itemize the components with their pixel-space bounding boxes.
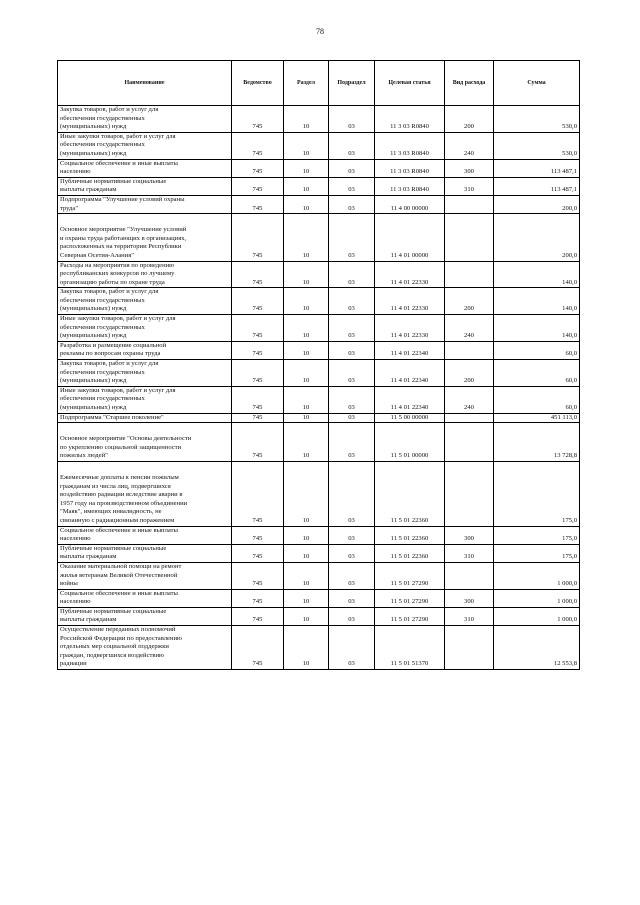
department-cell: 745 [232, 177, 284, 195]
row-name-cell [58, 562, 232, 589]
row-name-cell [58, 288, 232, 315]
department-cell: 745 [232, 386, 284, 413]
section-cell: 10 [284, 288, 329, 315]
row-name-line: Публичные нормативные социальные [60, 177, 167, 185]
expense-type-cell: 200 [445, 360, 494, 387]
subsection-cell: 03 [329, 315, 375, 342]
row-name-cell [58, 386, 232, 413]
department-cell: 745 [232, 626, 284, 670]
expense-type-cell: 310 [445, 544, 494, 562]
expense-type-cell: 300 [445, 159, 494, 177]
target-article-cell: 11 4 01 22340 [375, 341, 445, 359]
table-row [58, 132, 580, 159]
section-cell: 10 [284, 386, 329, 413]
subsection-cell: 03 [329, 562, 375, 589]
department-cell: 745 [232, 195, 284, 213]
department-cell: 745 [232, 214, 284, 261]
department-cell: 745 [232, 544, 284, 562]
subsection-cell: 03 [329, 132, 375, 159]
row-name-line: обеспечения государственных [60, 395, 145, 403]
section-cell: 10 [284, 562, 329, 589]
section-cell: 10 [284, 360, 329, 387]
department-cell: 745 [232, 288, 284, 315]
row-name-line: обеспечения государственных [60, 114, 145, 122]
amount-cell: 200,0 [494, 195, 580, 213]
expense-type-cell [445, 214, 494, 261]
row-name-line: (муниципальных) нужд [60, 404, 127, 411]
department-cell: 745 [232, 315, 284, 342]
row-name-line: Закупка товаров, работ и услуг для [60, 288, 159, 296]
target-article-cell: 11 5 01 00000 [375, 423, 445, 462]
page-number: 78 [316, 27, 324, 36]
expense-type-cell: 240 [445, 386, 494, 413]
target-article-cell: 11 4 01 22330 [375, 261, 445, 288]
row-name-cell [58, 544, 232, 562]
department-cell: 745 [232, 423, 284, 462]
row-name-line: Иные закупки товаров, работ и услуг для [60, 386, 176, 394]
amount-cell: 175,0 [494, 526, 580, 544]
subsection-cell: 03 [329, 589, 375, 607]
row-name-line: Подпрограмма "Улучшение условий охраны [60, 195, 185, 203]
row-name-line: Закупка товаров, работ и услуг для [60, 360, 159, 368]
department-cell: 745 [232, 526, 284, 544]
table-row [58, 360, 580, 387]
table-row [58, 423, 580, 462]
section-cell: 10 [284, 607, 329, 625]
section-cell: 10 [284, 341, 329, 359]
subsection-cell: 03 [329, 195, 375, 213]
department-cell: 745 [232, 589, 284, 607]
expense-type-cell [445, 423, 494, 462]
row-name-line: гражданам из числа лиц, подвергшихся [60, 482, 171, 490]
expense-type-cell [445, 562, 494, 589]
expense-type-cell: 200 [445, 106, 494, 133]
row-name-line: связанную с радиационным поражением [60, 516, 175, 524]
amount-cell: 12 553,8 [494, 626, 580, 670]
row-name-line: Основное мероприятие "Основы деятельности [60, 435, 192, 443]
amount-cell: 13 728,8 [494, 423, 580, 462]
row-name-line: войны [60, 580, 78, 588]
subsection-cell: 03 [329, 413, 375, 423]
amount-cell: 1 000,0 [494, 607, 580, 625]
department-cell: 745 [232, 360, 284, 387]
table-row [58, 288, 580, 315]
expense-type-cell [445, 461, 494, 526]
amount-cell: 140,0 [494, 315, 580, 342]
row-name-line: воздействию радиации вследствие аварии в [60, 491, 183, 499]
col-header-amount: Сумма [494, 61, 580, 106]
row-name-line: Подпрограмма "Старшее поколение" [60, 413, 164, 421]
amount-cell: 140,0 [494, 261, 580, 288]
row-name-line: обеспечения государственных [60, 141, 145, 149]
row-name-line: населению [60, 535, 91, 543]
expense-type-cell: 200 [445, 288, 494, 315]
section-cell: 10 [284, 423, 329, 462]
row-name-line: обеспечения государственных [60, 323, 145, 331]
row-name-cell [58, 526, 232, 544]
row-name-line: (муниципальных) нужд [60, 377, 127, 385]
amount-cell: 113 487,1 [494, 177, 580, 195]
amount-cell: 175,0 [494, 544, 580, 562]
row-name-line: Социальное обеспечение и иные выплаты [60, 589, 178, 597]
target-article-cell: 11 5 01 51370 [375, 626, 445, 670]
table-row [58, 195, 580, 213]
expense-type-cell: 310 [445, 177, 494, 195]
row-name-line: радиации [60, 660, 87, 668]
row-name-line: Северная Осетия-Алания" [60, 251, 134, 259]
row-name-line: Социальное обеспечение и иные выплаты [60, 159, 178, 167]
row-name-line: (муниципальных) нужд [60, 305, 127, 313]
table-row [58, 261, 580, 288]
department-cell: 745 [232, 562, 284, 589]
row-name-cell [58, 261, 232, 288]
subsection-cell: 03 [329, 159, 375, 177]
row-name-cell [58, 413, 232, 423]
row-name-line: Основное мероприятие "Улучшение условий [60, 226, 187, 234]
subsection-cell: 03 [329, 288, 375, 315]
row-name-line: Иные закупки товаров, работ и услуг для [60, 315, 176, 323]
expense-type-cell [445, 261, 494, 288]
section-cell: 10 [284, 526, 329, 544]
target-article-cell: 11 5 01 22360 [375, 461, 445, 526]
col-header-target-article: Целевая статья [375, 61, 445, 106]
row-name-cell [58, 589, 232, 607]
target-article-cell: 11 4 01 22330 [375, 288, 445, 315]
subsection-cell: 03 [329, 261, 375, 288]
section-cell: 10 [284, 177, 329, 195]
section-cell: 10 [284, 626, 329, 670]
target-article-cell: 11 3 03 R0840 [375, 132, 445, 159]
target-article-cell: 11 3 03 R0840 [375, 177, 445, 195]
target-article-cell: 11 5 01 22360 [375, 544, 445, 562]
row-name-line: граждан, подвергшихся воздействию [60, 651, 164, 659]
row-name-line: пожилых людей" [60, 452, 108, 460]
target-article-cell: 11 4 01 00000 [375, 214, 445, 261]
row-name-line: обеспечения государственных [60, 368, 145, 376]
table-row [58, 177, 580, 195]
row-name-line: труда" [60, 204, 79, 212]
col-header-subsection: Подраздел [329, 61, 375, 106]
target-article-cell: 11 5 01 22360 [375, 526, 445, 544]
row-name-line: выплаты гражданам [60, 186, 117, 194]
target-article-cell: 11 5 01 27290 [375, 607, 445, 625]
row-name-line: жилья ветеранам Великой Отечественной [60, 571, 178, 579]
row-name-cell [58, 106, 232, 133]
table-header-row [58, 61, 580, 106]
amount-cell: 1 000,0 [494, 589, 580, 607]
expense-type-cell: 240 [445, 315, 494, 342]
subsection-cell: 03 [329, 607, 375, 625]
row-name-line: Расходы на мероприятия по проведению [60, 261, 175, 269]
amount-cell: 140,0 [494, 288, 580, 315]
row-name-line: Закупка товаров, работ и услуг для [60, 106, 159, 113]
department-cell: 745 [232, 413, 284, 423]
target-article-cell: 11 3 03 R0840 [375, 106, 445, 133]
row-name-line: выплаты гражданам [60, 616, 117, 624]
row-name-line: Публичные нормативные социальные [60, 607, 167, 615]
amount-cell: 451 113,0 [494, 413, 580, 423]
table-row [58, 544, 580, 562]
department-cell: 745 [232, 132, 284, 159]
amount-cell: 530,0 [494, 132, 580, 159]
row-name-cell [58, 360, 232, 387]
section-cell: 10 [284, 214, 329, 261]
row-name-line: расположенных на территории Республики [60, 243, 182, 251]
subsection-cell: 03 [329, 386, 375, 413]
subsection-cell: 03 [329, 341, 375, 359]
subsection-cell: 03 [329, 423, 375, 462]
subsection-cell: 03 [329, 544, 375, 562]
row-name-cell [58, 341, 232, 359]
section-cell: 10 [284, 195, 329, 213]
target-article-cell: 11 4 01 22330 [375, 315, 445, 342]
row-name-line: и охраны труда работающих в организациях, [60, 234, 187, 242]
row-name-line: (муниципальных) нужд [60, 123, 127, 131]
table-row [58, 214, 580, 261]
col-header-expense-type: Вид расхода [445, 61, 494, 106]
amount-cell: 60,0 [494, 386, 580, 413]
row-name-cell [58, 315, 232, 342]
row-name-line: обеспечения государственных [60, 296, 145, 304]
section-cell: 10 [284, 413, 329, 423]
row-name-cell [58, 461, 232, 526]
row-name-line: Оказание материальной помощи на ремонт [60, 562, 182, 570]
row-name-line: выплаты гражданам [60, 553, 117, 561]
table-row [58, 562, 580, 589]
row-name-line: рекламы по вопросам охраны труда [60, 350, 161, 358]
row-name-line: Публичные нормативные социальные [60, 544, 167, 552]
target-article-cell: 11 4 01 22340 [375, 360, 445, 387]
section-cell: 10 [284, 315, 329, 342]
row-name-cell [58, 214, 232, 261]
target-article-cell: 11 5 00 00000 [375, 413, 445, 423]
expense-type-cell [445, 341, 494, 359]
target-article-cell: 11 4 00 00000 [375, 195, 445, 213]
table-row [58, 607, 580, 625]
amount-cell: 530,0 [494, 106, 580, 133]
department-cell: 745 [232, 461, 284, 526]
col-header-department: Ведомство [232, 61, 284, 106]
row-name-line: населению [60, 168, 91, 176]
table-row [58, 626, 580, 670]
section-cell: 10 [284, 106, 329, 133]
table-row [58, 315, 580, 342]
row-name-line: Осуществление переданных полномочий [60, 626, 176, 634]
subsection-cell: 03 [329, 360, 375, 387]
table-row [58, 461, 580, 526]
row-name-line: Российской Федерации по предоставлению [60, 634, 182, 642]
expense-type-cell [445, 195, 494, 213]
amount-cell: 60,0 [494, 360, 580, 387]
department-cell: 745 [232, 261, 284, 288]
expense-type-cell: 240 [445, 132, 494, 159]
subsection-cell: 03 [329, 526, 375, 544]
section-cell: 10 [284, 132, 329, 159]
row-name-line: Разработка и размещение социальной [60, 341, 167, 349]
row-name-line: "Маяк", имеющих инвалидность, не [60, 508, 162, 516]
row-name-line: населению [60, 598, 91, 606]
table-row [58, 413, 580, 423]
section-cell: 10 [284, 589, 329, 607]
table-body [58, 106, 580, 670]
row-name-cell [58, 195, 232, 213]
table-row [58, 386, 580, 413]
table-row [58, 526, 580, 544]
department-cell: 745 [232, 607, 284, 625]
row-name-cell [58, 159, 232, 177]
expense-type-cell [445, 626, 494, 670]
table-row [58, 341, 580, 359]
expense-type-cell: 310 [445, 607, 494, 625]
row-name-cell [58, 626, 232, 670]
subsection-cell: 03 [329, 106, 375, 133]
target-article-cell: 11 3 03 R0840 [375, 159, 445, 177]
table-row [58, 106, 580, 133]
section-cell: 10 [284, 261, 329, 288]
department-cell: 745 [232, 106, 284, 133]
expense-type-cell [445, 413, 494, 423]
col-header-name: Наименование [58, 61, 232, 106]
department-cell: 745 [232, 341, 284, 359]
row-name-line: отдельных мер социальной поддержки [60, 643, 169, 651]
target-article-cell: 11 5 01 27290 [375, 589, 445, 607]
department-cell: 745 [232, 159, 284, 177]
amount-cell: 113 487,1 [494, 159, 580, 177]
target-article-cell: 11 4 01 22340 [375, 386, 445, 413]
row-name-line: организацию работы по охране труда [60, 278, 165, 286]
row-name-line: (муниципальных) нужд [60, 149, 127, 157]
row-name-line: республиканских конкурсов по лучшему [60, 270, 175, 278]
amount-cell: 200,0 [494, 214, 580, 261]
budget-table [57, 60, 580, 670]
expense-type-cell: 300 [445, 589, 494, 607]
section-cell: 10 [284, 544, 329, 562]
row-name-line: (муниципальных) нужд [60, 332, 127, 340]
section-cell: 10 [284, 159, 329, 177]
subsection-cell: 03 [329, 626, 375, 670]
row-name-line: Ежемесячные доплаты к пенсии пожилым [60, 473, 179, 481]
row-name-line: по укреплению социальной защищенности [60, 443, 182, 451]
table-row [58, 589, 580, 607]
row-name-cell [58, 607, 232, 625]
row-name-cell [58, 177, 232, 195]
section-cell: 10 [284, 461, 329, 526]
amount-cell: 1 000,0 [494, 562, 580, 589]
amount-cell: 60,0 [494, 341, 580, 359]
subsection-cell: 03 [329, 461, 375, 526]
table-row [58, 159, 580, 177]
row-name-line: 1957 году на производственном объединении [60, 499, 188, 507]
amount-cell: 175,0 [494, 461, 580, 526]
subsection-cell: 03 [329, 177, 375, 195]
row-name-line: Социальное обеспечение и иные выплаты [60, 526, 178, 534]
expense-type-cell: 300 [445, 526, 494, 544]
subsection-cell: 03 [329, 214, 375, 261]
row-name-cell [58, 132, 232, 159]
target-article-cell: 11 5 01 27290 [375, 562, 445, 589]
row-name-line: Иные закупки товаров, работ и услуг для [60, 132, 176, 140]
row-name-cell [58, 423, 232, 462]
col-header-section: Раздел [284, 61, 329, 106]
